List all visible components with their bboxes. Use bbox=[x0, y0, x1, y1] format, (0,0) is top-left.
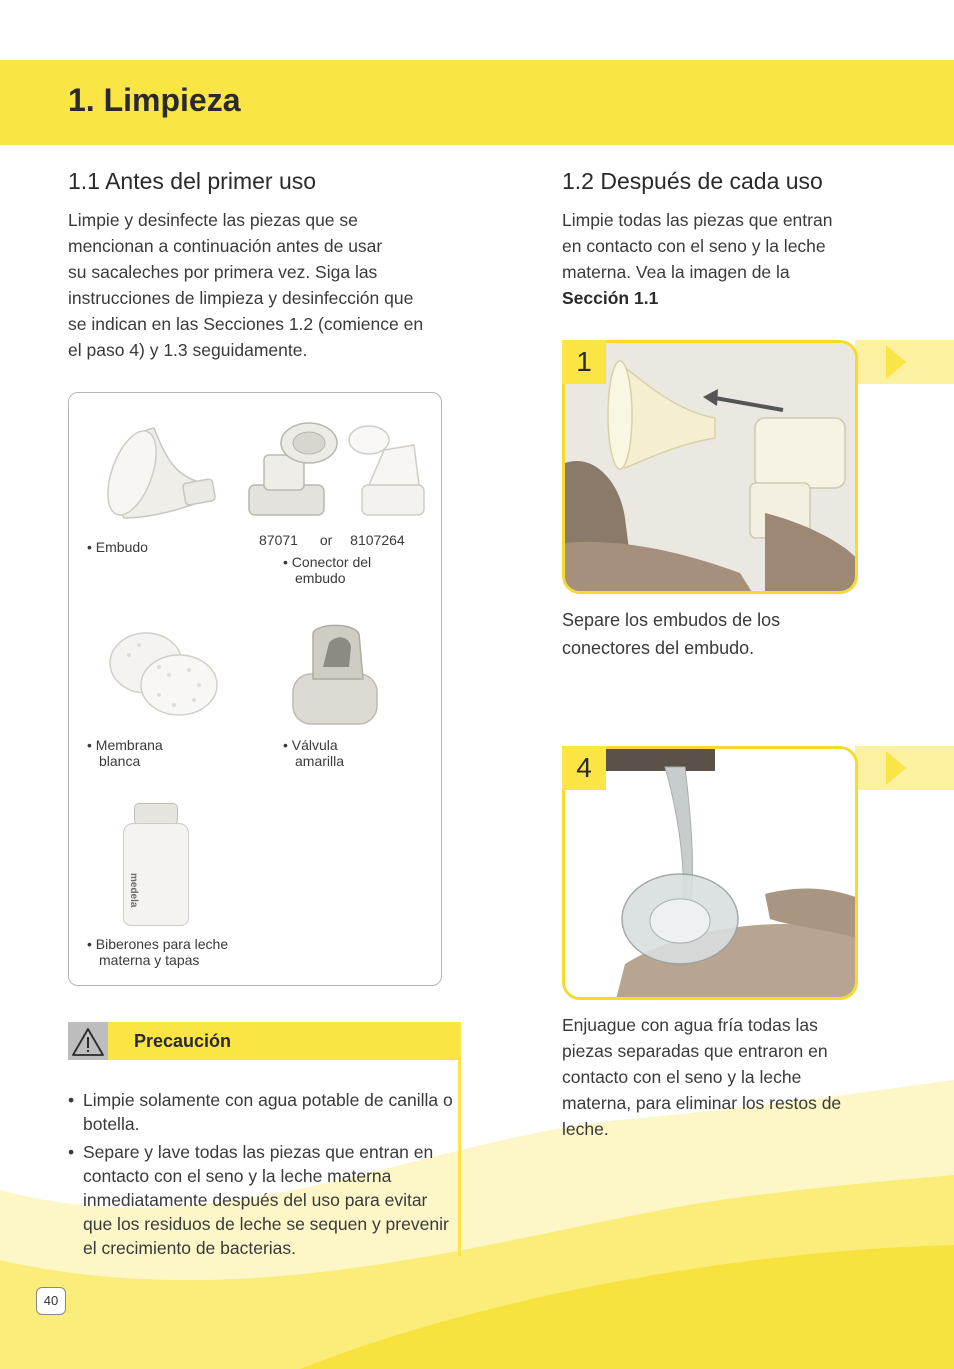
connector-image bbox=[244, 415, 429, 525]
section-1-1-body bbox=[68, 207, 468, 363]
body-line: Limpie todas las piezas que entran bbox=[562, 210, 833, 230]
step-text-line: leche. bbox=[562, 1119, 609, 1139]
breast-shield-image bbox=[104, 423, 219, 523]
step-4-arrow-icon bbox=[886, 751, 906, 785]
body-line: en contacto con el seno y la leche bbox=[562, 236, 826, 256]
caption-line: • Conector del bbox=[283, 554, 372, 570]
step-text-line: Separe los embudos de los bbox=[562, 610, 781, 630]
caution-icon-box bbox=[68, 1022, 108, 1060]
membrane-image bbox=[104, 625, 224, 720]
body-line: se indican en las Secciones 1.2 (comience en bbox=[68, 314, 424, 334]
step-1-image bbox=[562, 340, 858, 594]
caution-list bbox=[68, 1088, 453, 1264]
section-reference: Sección 1.1 bbox=[562, 288, 659, 308]
step-1-arrow-icon bbox=[886, 345, 906, 379]
section-1-2-body bbox=[562, 207, 892, 311]
bottle-image bbox=[121, 803, 191, 928]
parts-box bbox=[68, 392, 442, 986]
caption-line: materna y tapas bbox=[99, 952, 200, 968]
step-1-illustration bbox=[565, 343, 858, 594]
code-b: 8107264 bbox=[350, 532, 405, 548]
part-caption-membrana bbox=[87, 737, 163, 769]
code-or: or bbox=[319, 532, 333, 548]
part-caption-valvula bbox=[283, 737, 344, 769]
step-4-illustration bbox=[565, 749, 858, 1000]
step-text-line: conectores del embudo. bbox=[562, 638, 755, 658]
caution-side-bar bbox=[458, 1060, 461, 1256]
section-1-2 bbox=[562, 168, 892, 311]
bottle-brand: medela bbox=[128, 873, 139, 908]
step-1-text bbox=[562, 606, 862, 662]
step-1-number: 1 bbox=[562, 340, 606, 384]
caption-line: • Biberones para leche bbox=[87, 936, 229, 952]
warning-icon bbox=[68, 1022, 108, 1060]
part-caption-embudo: • Embudo bbox=[87, 539, 148, 555]
step-text-line: piezas separadas que entraron en bbox=[562, 1041, 828, 1061]
step-4-text bbox=[562, 1012, 892, 1142]
step-text-line: materna, para eliminar los restos de bbox=[562, 1093, 842, 1113]
body-line: su sacaleches por primera vez. Siga las bbox=[68, 262, 378, 282]
step-4-number: 4 bbox=[562, 746, 606, 790]
page-title: 1. Limpieza bbox=[68, 82, 241, 118]
part-caption-biberones bbox=[87, 936, 228, 968]
section-1-1 bbox=[68, 168, 468, 363]
step-text-line: Enjuague con agua fría todas las bbox=[562, 1015, 818, 1035]
step-text-line: contacto con el seno y la leche bbox=[562, 1067, 802, 1087]
caption-line: embudo bbox=[295, 570, 346, 586]
valve-image bbox=[291, 619, 381, 729]
body-line: instrucciones de limpieza y desinfección que bbox=[68, 288, 414, 308]
body-line: mencionan a continuación antes de usar bbox=[68, 236, 383, 256]
caption-line: amarilla bbox=[295, 753, 345, 769]
caption-line: • Válvula bbox=[283, 737, 338, 753]
body-line: materna. Vea la imagen de la bbox=[562, 262, 790, 282]
section-1-2-title: 1.2 Después de cada uso bbox=[562, 168, 823, 194]
step-4-image bbox=[562, 746, 858, 1000]
caution-title: Precaución bbox=[134, 1031, 232, 1051]
part-caption-conector bbox=[283, 554, 371, 586]
header-band bbox=[0, 60, 954, 145]
caution-item: • Separe y lave todas las piezas que entran en contacto con el seno y la leche materna inmediatamente después del uso para evitar que los residuos de leche se sequen y prevenir el crecimiento de bacterias. bbox=[68, 1140, 453, 1260]
section-1-1-title: 1.1 Antes del primer uso bbox=[68, 168, 317, 194]
caption-line: • Membrana bbox=[87, 737, 163, 753]
caption-line: blanca bbox=[99, 753, 141, 769]
connector-codes bbox=[259, 532, 405, 548]
caution-header bbox=[68, 1022, 461, 1060]
code-a: 87071 bbox=[259, 532, 298, 548]
page-number: 40 bbox=[36, 1287, 66, 1315]
body-line: el paso 4) y 1.3 seguidamente. bbox=[68, 340, 308, 360]
caution-item: • Limpie solamente con agua potable de canilla o botella. bbox=[68, 1088, 453, 1136]
body-line: Limpie y desinfecte las piezas que se bbox=[68, 210, 358, 230]
